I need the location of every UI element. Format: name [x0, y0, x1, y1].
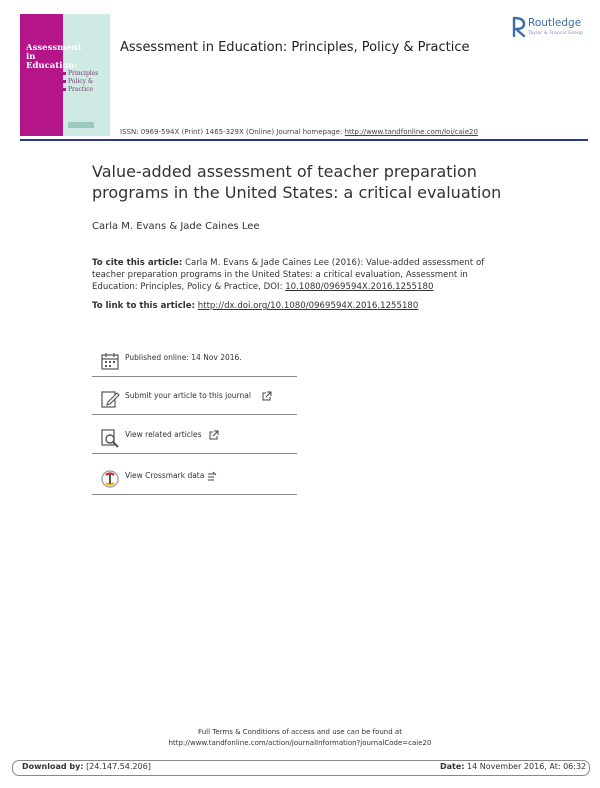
- terms-text: Full Terms & Conditions of access and use can be found at: [198, 728, 402, 736]
- row-divider: [92, 453, 297, 454]
- issn-text: ISSN: 0969-594X (Print) 1465-329X (Online) Journal homepage:: [120, 128, 343, 136]
- external-link-icon: [209, 430, 219, 440]
- related-articles-link[interactable]: View related articles: [125, 430, 202, 439]
- journal-title[interactable]: Assessment in Education: Principles, Policy & Practice: [120, 40, 470, 55]
- published-online-text: Published online: 14 Nov 2016.: [125, 353, 242, 362]
- row-divider: [92, 414, 297, 415]
- submit-article-row[interactable]: [92, 383, 297, 415]
- routledge-logo-icon[interactable]: [512, 16, 526, 38]
- publisher-tagline: Taylor & Francis Group: [528, 31, 583, 36]
- related-articles-row[interactable]: [92, 422, 297, 454]
- search-document-icon: [100, 428, 120, 448]
- calendar-icon: [100, 351, 120, 371]
- issn-line: [120, 128, 478, 136]
- citation-label: To cite this article:: [92, 258, 183, 268]
- article-authors: Carla M. Evans & Jade Caines Lee: [92, 221, 260, 232]
- download-date: [440, 762, 586, 771]
- crossmark-external-icon: [207, 471, 217, 481]
- crossmark-link[interactable]: View Crossmark data: [125, 471, 205, 480]
- published-online-row: [92, 345, 297, 377]
- cover-publisher-mark: [68, 122, 94, 128]
- citation-text: Carla M. Evans & Jade Caines Lee (2016): Value-added assessment of teacher preparation programs in the United States: a critical evaluation, Assessment in Education: Principles, Policy & Practice, DOI:: [92, 258, 485, 292]
- crossmark-icon: [100, 469, 120, 489]
- date-value: 14 November 2016, At: 06:32: [467, 762, 587, 771]
- article-doi-url[interactable]: http://dx.doi.org/10.1080/0969594X.2016.1255180: [197, 301, 419, 311]
- publisher-name[interactable]: Routledge: [528, 17, 582, 29]
- crossmark-row[interactable]: [92, 463, 297, 495]
- citation: [92, 257, 492, 293]
- terms-url[interactable]: http://www.tandfonline.com/action/journalInformation?journalCode=caie20: [168, 739, 432, 747]
- link-label: To link to this article:: [92, 301, 196, 311]
- cover-bullets: [63, 70, 66, 96]
- date-label: Date:: [440, 762, 465, 771]
- citation-doi-link[interactable]: 10.1080/0969594X.2016.1255180: [285, 282, 434, 292]
- row-divider: [92, 494, 297, 495]
- article-title: Value-added assessment of teacher preparation programs in the United States: a critical evaluation: [92, 162, 502, 202]
- external-link-icon: [262, 391, 272, 401]
- cover-title: Assessment in Education:: [26, 43, 82, 71]
- cover-subtitle: Principles Policy & Practice: [68, 70, 99, 93]
- journal-homepage-link[interactable]: http://www.tandfonline.com/loi/caie20: [344, 128, 478, 136]
- edit-icon: [100, 389, 120, 409]
- row-divider: [92, 376, 297, 377]
- submit-article-link[interactable]: Submit your article to this journal: [125, 391, 251, 400]
- article-link: [92, 301, 418, 311]
- journal-cover: [20, 14, 110, 136]
- terms-footer: [100, 727, 500, 749]
- header-rule: [20, 139, 588, 141]
- download-ip: [24.147.54.206]: [86, 762, 151, 771]
- download-label: Download by:: [22, 762, 84, 771]
- download-info: [22, 762, 151, 771]
